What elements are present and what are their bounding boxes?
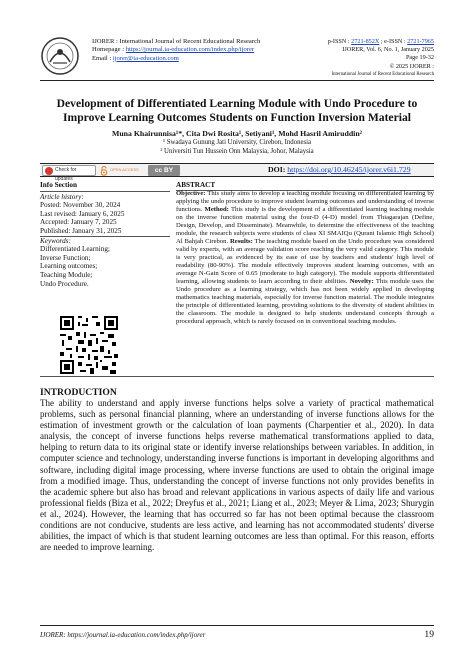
objective-label: Objective: [176, 190, 206, 197]
check-updates-button[interactable] [42, 165, 96, 182]
author-list: Muna Khairunnisa¹*, Cita Dwi Rosita¹, Setiyani¹, Mohd Hasril Amiruddin² [111, 129, 362, 138]
affiliations [40, 139, 434, 157]
copyright-journal: International Journal of Recent Educational Research [331, 71, 434, 77]
journal-header [40, 36, 434, 82]
posted-date: Posted: November 30, 2024 [40, 201, 121, 210]
objective-text: This study aims to develop a teaching module focusing on differentiated learning by applying the undo procedure to improve student learning outcomes and understanding of inverse functions. [176, 190, 434, 213]
results-label: Results: [229, 238, 253, 245]
keyword: Inverse Function; [40, 253, 91, 262]
article-history-label: Article history: [40, 192, 84, 201]
check-updates-icon [45, 167, 53, 175]
journal-info [92, 38, 260, 63]
homepage-label: Homepage : [92, 46, 126, 54]
introduction-heading: INTRODUCTION [40, 387, 117, 398]
journal-meta [328, 38, 434, 79]
keyword: Learning outcomes; [40, 262, 98, 271]
cc-license-badge[interactable]: cc BY [148, 165, 180, 176]
page-range: Page 19-32 [405, 54, 434, 62]
method-text: This study is the development of a differentiated learning teaching module on the inverse function material using the four-D (4-D) model from Thiagarajan (Define, Design, Develop, and Disseminate). Meanwhile, to determine the effectiveness of the teaching module, the research subjects were students of class XI SMAIQu (Qurani Islamic High School) Al Bahjah Cirebon. [176, 206, 434, 245]
pissn-label: p-ISSN : [327, 38, 352, 45]
introduction-text: The ability to understand and apply inverse functions helps solve a variety of practical mathematical problems, such as personal financial planning, where an understanding of inverse functions allows for the estimation of investment growth or the calculation of loan payments (Charpentier et al., 2020). In data analysis, the concept of inverse functions helps reverse mathematical transformations applied to data, helping to return data to its original state or identify inverse relationships between variables. In addition, in computer science and technology, understanding inverse functions is important in developing algorithms and software, including digital image processing, where inverse functions are used to obtain the original image from a modified image. Thus, understanding the concept of inverse functions not only provides benefits in the academic sphere but also has broad and relevant applications in various aspects of daily life and various professional fields (Biza et al., 2022; Dreyfus et al., 2021; Liang et al., 2023; Meyer & Lima, 2023; Shurygin et al., 2024). However, the learning that has occurred so far has not been optimal because the classroom conditions are not conducive, students are less active, and learning has not accommodated students' diverse abilities, the impact of which is that student learning outcomes are less than optimal. For this reason, efforts are needed to improve learning. [40, 398, 434, 553]
header-divider [40, 80, 434, 81]
keyword: Differentiated Learning; [40, 245, 110, 254]
email-label: Email : [92, 54, 113, 62]
keyword: Teaching Module; [40, 270, 93, 279]
results-text: The teaching module based on the Undo procedure was considered valid by experts, with an average validation score reaching the very valid category. This module is very practical, as evidenced by its ease of use by teachers and students' high level of readability (80-90%). The module effectively improves student learning outcomes, with an average N-Gain Score of 0.65 (moderate to high category). The module supports differentiated learning, allowing students to learn according to their abilities. [176, 238, 434, 285]
accepted-date: Accepted: January 7, 2025 [40, 218, 117, 227]
affiliation-2: ² Universiti Tun Hussein Onn Malaysia, Johor, Malaysia [160, 147, 314, 155]
info-section-heading: Info Section [40, 181, 170, 192]
footer-divider [40, 625, 434, 626]
paper-title: Development of Differentiated Learning Module with Undo Procedure to Improve Learning Outcomes Students on Function Inversion Material [56, 97, 418, 125]
affiliation-1: ¹ Swadaya Gunung Jati University, Cirebon, Indonesia [162, 139, 312, 146]
open-access-badge [100, 165, 146, 176]
homepage-link[interactable]: https://journal.ia-education.com/index.php/ijorer [125, 46, 255, 54]
email-link[interactable]: ijorer@ia-education.com [112, 54, 179, 62]
novelty-text: This module uses the Undo procedure as a learning strategy, which has not been widely applied in developing mathematics teaching materials, especially for inverse function material. The module integrates the principle of differentiated learning, providing solutions to the diversity of student abilities in the classroom. The module is designed to help students understand concepts through a procedural approach, which is rarely focused on in conventional teaching modules. [176, 278, 434, 325]
qr-code-icon[interactable] [60, 316, 118, 374]
page-number: 19 [424, 629, 434, 640]
doi-label: DOI: [268, 165, 286, 174]
abstract-heading: ABSTRACT [176, 181, 434, 191]
keyword: Undo Procedure. [40, 279, 89, 288]
eissn-label: ; e-ISSN : [379, 38, 408, 45]
published-date: Published: January 31, 2025 [40, 227, 170, 237]
journal-logo-icon [40, 36, 80, 76]
footer-journal-url[interactable]: IJORER: https://journal.ia-education.com/index.php/ijorer [40, 631, 206, 639]
abstract-text [176, 190, 434, 326]
check-updates-label: Check for updates [55, 167, 77, 182]
keywords-label: Keywords: [40, 236, 71, 245]
doi-link[interactable]: https://doi.org/10.46245/ijorer.v6i1.729 [287, 165, 411, 174]
open-access-label: OPEN ACCESS [110, 167, 139, 173]
revised-date: Last revised: January 6, 2025 [40, 209, 125, 218]
doi-line [268, 165, 411, 174]
novelty-label: Novelty: [349, 278, 374, 285]
pissn-link[interactable]: 2721-852X [351, 38, 380, 45]
eissn-link[interactable]: 2721-7965 [407, 38, 434, 45]
abstract-divider [40, 376, 434, 377]
volume-info: IJORER, Vol. 6, No. 1, January 2025 [342, 46, 434, 54]
method-label: Method: [204, 206, 229, 213]
copyright: © 2025 IJORER : [389, 62, 434, 70]
info-section [40, 181, 170, 288]
journal-name: IJORER : International Journal of Recent Educational Research [92, 38, 261, 45]
doi-bar [40, 163, 434, 182]
open-access-lock-icon [100, 166, 108, 176]
